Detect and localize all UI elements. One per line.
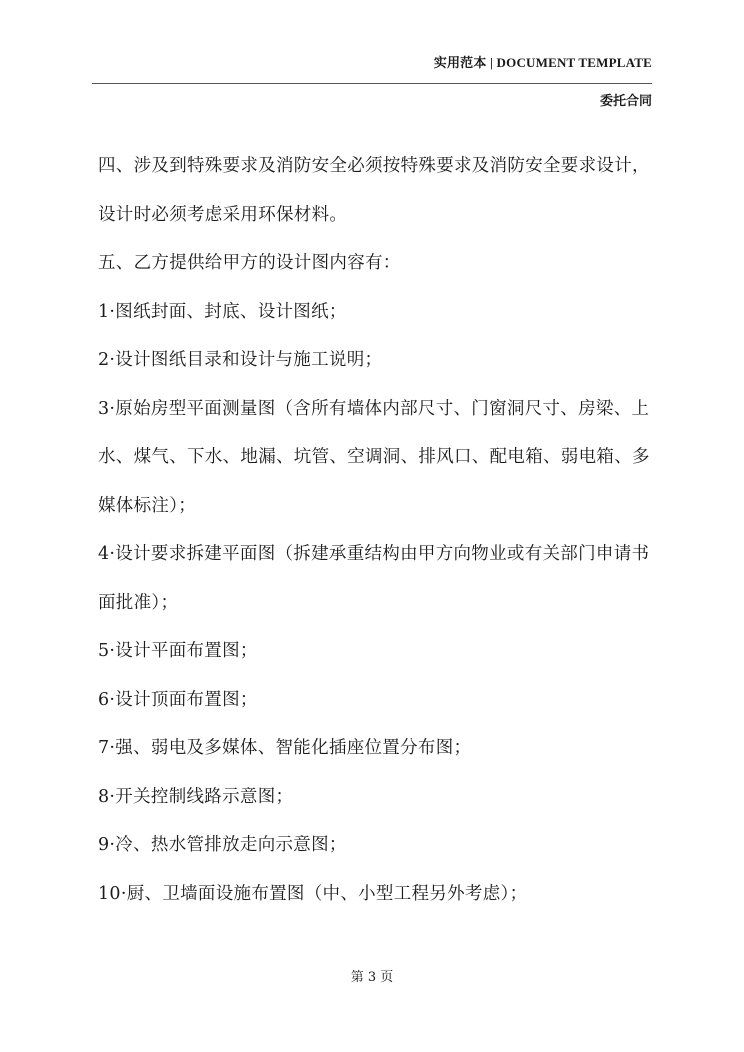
document-body: [98, 142, 658, 918]
list-item-9: 9·冷、热水管排放走向示意图；: [98, 835, 347, 855]
paragraph-4-fire-safety: 四、涉及到特殊要求及消防安全必须按特殊要求及消防安全要求设计，设计时必须考虑采用环保材料。: [98, 156, 650, 225]
header-title: 实用范本 | DOCUMENT TEMPLATE: [433, 55, 652, 70]
list-item-3: 3·原始房型平面测量图（含所有墙体内部尺寸、门窗洞尺寸、房梁、上水、煤气、下水、地漏、坑管、空调洞、排风口、配电箱、弱电箱、多媒体标注）；: [98, 398, 650, 516]
list-item-7: 7·强、弱电及多媒体、智能化插座位置分布图；: [98, 738, 472, 758]
list-item-4: 4·设计要求拆建平面图（拆建承重结构由甲方向物业或有关部门申请书面批准）；: [98, 544, 650, 613]
list-item-5: 5·设计平面布置图；: [98, 641, 258, 661]
list-item-1: 1·图纸封面、封底、设计图纸；: [98, 301, 347, 322]
page-number: 第 3 页: [350, 970, 394, 985]
list-item-8: 8·开关控制线路示意图；: [98, 786, 294, 807]
list-item-2: 2·设计图纸目录和设计与施工说明；: [98, 350, 383, 370]
header-divider: [92, 83, 652, 84]
list-item-6: 6·设计顶面布置图；: [98, 689, 258, 710]
paragraph-5-deliverables-intro: 五、乙方提供给甲方的设计图内容有：: [98, 253, 401, 273]
list-item-10: 10·厨、卫墙面设施布置图（中、小型工程另外考虑）；: [98, 883, 528, 904]
header-subtitle: 委托合同: [599, 94, 652, 109]
